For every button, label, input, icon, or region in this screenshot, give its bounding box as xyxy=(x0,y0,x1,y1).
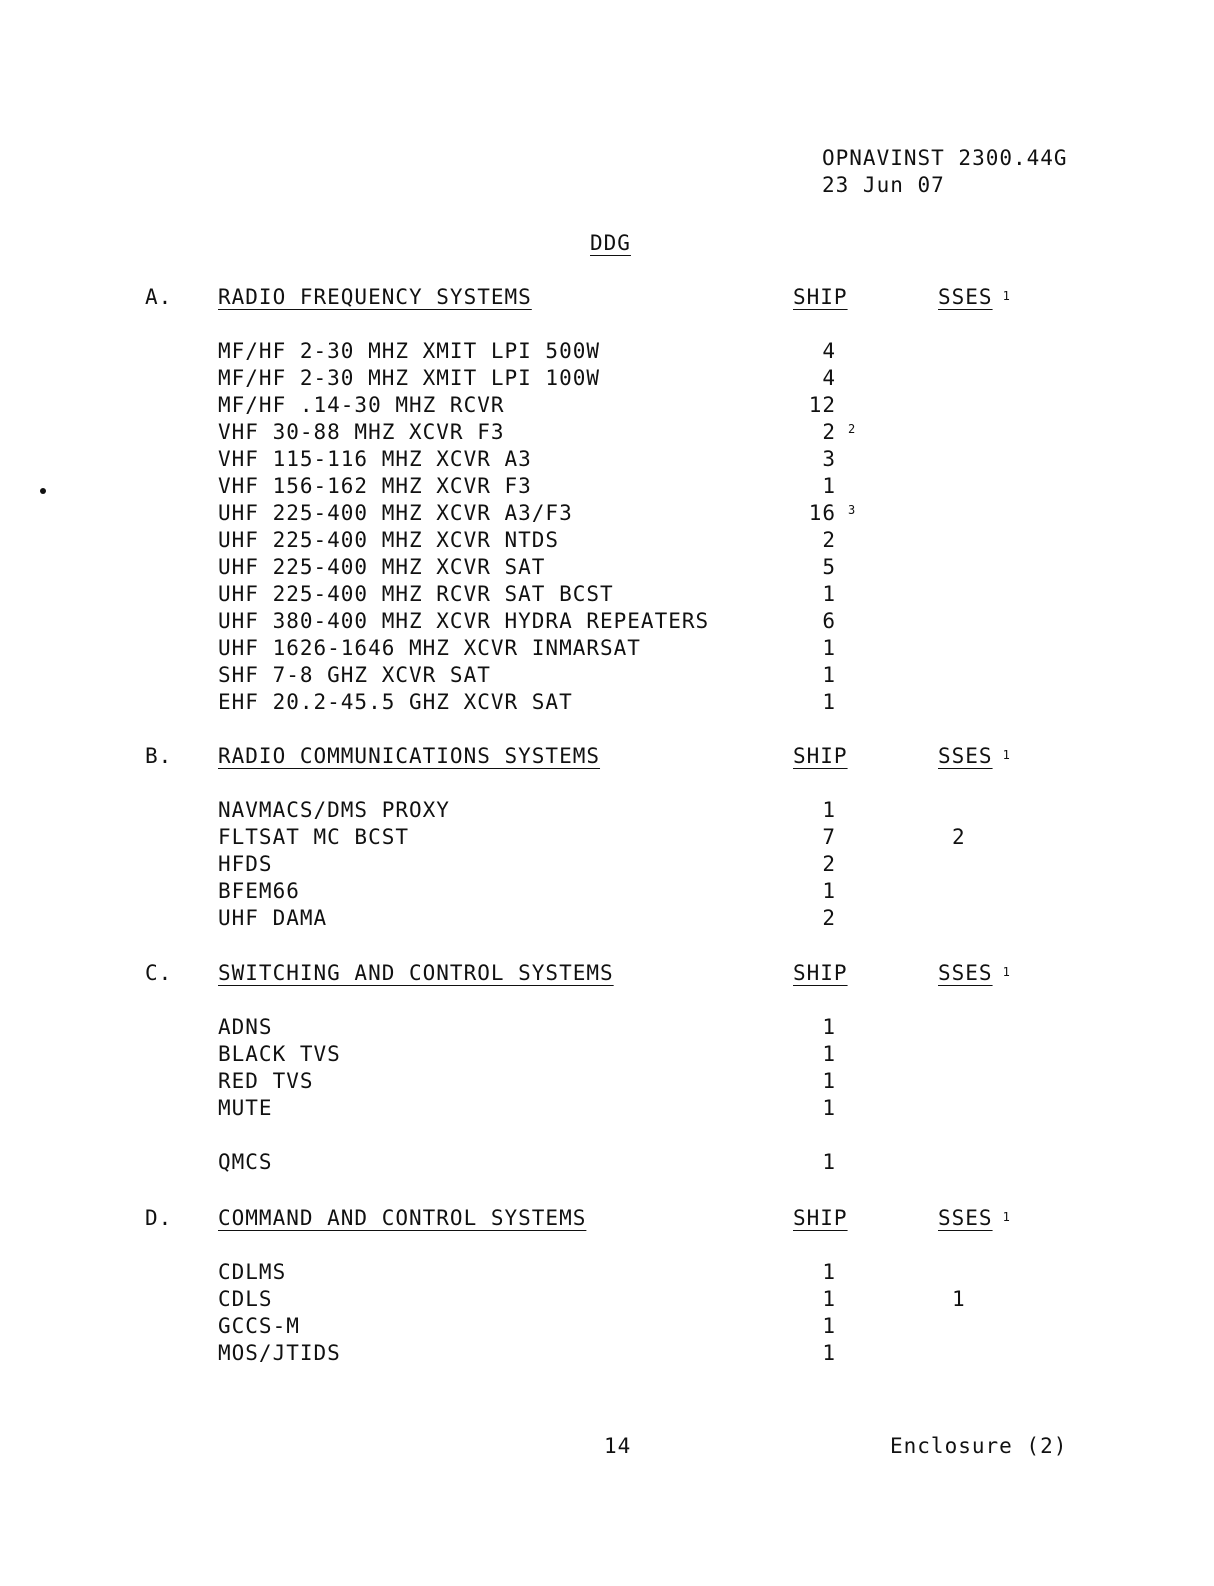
ship-count: 1 xyxy=(822,1150,836,1174)
equipment-row xyxy=(0,1259,1214,1286)
ship-count: 1 xyxy=(822,879,836,903)
sses-footnote-ref: 1 xyxy=(1002,289,1011,303)
equipment-row xyxy=(0,500,1214,527)
equipment-row xyxy=(0,797,1214,824)
equipment-name: UHF DAMA xyxy=(218,906,328,930)
ship-count: 1 xyxy=(822,1069,836,1093)
equipment-name: EHF 20.2-45.5 GHZ XCVR SAT xyxy=(218,690,573,714)
section-title: RADIO FREQUENCY SYSTEMS xyxy=(218,285,532,309)
section-letter: A. xyxy=(145,285,173,309)
footnote-ref: 3 xyxy=(848,503,857,517)
equipment-name: MF/HF 2-30 MHZ XMIT LPI 500W xyxy=(218,339,601,363)
equipment-row xyxy=(0,419,1214,446)
ship-count: 1 xyxy=(822,798,836,822)
equipment-name: ADNS xyxy=(218,1015,273,1039)
sses-header-label: SSES xyxy=(938,744,993,768)
sses-count: 2 xyxy=(952,825,966,849)
ship-count: 4 xyxy=(822,339,836,363)
ship-count: 1 xyxy=(822,663,836,687)
equipment-name: FLTSAT MC BCST xyxy=(218,825,410,849)
sses-count: 1 xyxy=(952,1287,966,1311)
equipment-row xyxy=(0,527,1214,554)
equipment-name: GCCS-M xyxy=(218,1314,300,1338)
ship-column-header: SHIP xyxy=(793,1206,848,1230)
section-title: COMMAND AND CONTROL SYSTEMS xyxy=(218,1206,587,1230)
equipment-row xyxy=(0,554,1214,581)
sses-header-label: SSES xyxy=(938,1206,993,1230)
ship-count: 1 xyxy=(822,1042,836,1066)
equipment-row xyxy=(0,473,1214,500)
equipment-row xyxy=(0,446,1214,473)
sses-header-label: SSES xyxy=(938,961,993,985)
equipment-name: CDLS xyxy=(218,1287,273,1311)
section-letter: B. xyxy=(145,744,173,768)
sses-column-header xyxy=(938,743,1011,773)
ship-count: 1 xyxy=(822,1287,836,1311)
equipment-name: QMCS xyxy=(218,1150,273,1174)
ship-count: 12 xyxy=(808,393,836,417)
equipment-row xyxy=(0,1313,1214,1340)
page-title: DDG xyxy=(590,231,631,255)
equipment-name: MF/HF .14-30 MHZ RCVR xyxy=(218,393,505,417)
equipment-row xyxy=(0,635,1214,662)
ship-column-header: SHIP xyxy=(793,961,848,985)
equipment-row xyxy=(0,1095,1214,1122)
equipment-row xyxy=(0,392,1214,419)
ship-count: 4 xyxy=(822,366,836,390)
equipment-row xyxy=(0,365,1214,392)
section-title: SWITCHING AND CONTROL SYSTEMS xyxy=(218,961,614,985)
ship-count: 1 xyxy=(822,1314,836,1338)
equipment-row xyxy=(0,878,1214,905)
ship-count: 1 xyxy=(822,1015,836,1039)
equipment-row xyxy=(0,608,1214,635)
enclosure-label: Enclosure (2) xyxy=(890,1434,1068,1458)
equipment-row xyxy=(0,905,1214,932)
instruction-number: OPNAVINST 2300.44G xyxy=(822,146,1068,170)
equipment-row xyxy=(0,1014,1214,1041)
ship-count: 2 xyxy=(822,528,836,552)
equipment-name: VHF 156-162 MHZ XCVR F3 xyxy=(218,474,532,498)
equipment-row xyxy=(0,1286,1214,1313)
equipment-row xyxy=(0,1149,1214,1176)
equipment-name: MF/HF 2-30 MHZ XMIT LPI 100W xyxy=(218,366,601,390)
ship-count: 3 xyxy=(822,447,836,471)
ship-count: 7 xyxy=(822,825,836,849)
equipment-row xyxy=(0,851,1214,878)
equipment-row xyxy=(0,1340,1214,1367)
sses-column-header xyxy=(938,1205,1011,1235)
equipment-row xyxy=(0,1041,1214,1068)
section-letter: D. xyxy=(145,1206,173,1230)
equipment-name: UHF 225-400 MHZ XCVR NTDS xyxy=(218,528,560,552)
page-number: 14 xyxy=(604,1434,632,1458)
ship-count: 2 xyxy=(822,906,836,930)
section-title: RADIO COMMUNICATIONS SYSTEMS xyxy=(218,744,601,768)
equipment-row xyxy=(0,338,1214,365)
ship-count: 6 xyxy=(822,609,836,633)
ship-column-header: SHIP xyxy=(793,285,848,309)
equipment-row xyxy=(0,824,1214,851)
footnote-ref: 2 xyxy=(848,422,857,436)
ship-count: 1 xyxy=(822,690,836,714)
equipment-name: CDLMS xyxy=(218,1260,287,1284)
ship-count: 2 xyxy=(822,420,836,444)
sses-header-label: SSES xyxy=(938,285,993,309)
ship-count: 1 xyxy=(822,1341,836,1365)
sses-column-header xyxy=(938,960,1011,990)
equipment-name: SHF 7-8 GHZ XCVR SAT xyxy=(218,663,491,687)
equipment-name: MOS/JTIDS xyxy=(218,1341,341,1365)
sses-column-header xyxy=(938,284,1011,314)
ship-count: 2 xyxy=(822,852,836,876)
equipment-name: UHF 225-400 MHZ RCVR SAT BCST xyxy=(218,582,614,606)
ship-count: 16 xyxy=(808,501,836,525)
equipment-name: RED TVS xyxy=(218,1069,314,1093)
ship-count: 1 xyxy=(822,1260,836,1284)
equipment-name: MUTE xyxy=(218,1096,273,1120)
ship-count: 1 xyxy=(822,474,836,498)
ship-count: 1 xyxy=(822,1096,836,1120)
equipment-name: VHF 30-88 MHZ XCVR F3 xyxy=(218,420,505,444)
equipment-name: UHF 225-400 MHZ XCVR SAT xyxy=(218,555,546,579)
ship-count: 5 xyxy=(822,555,836,579)
sses-footnote-ref: 1 xyxy=(1002,748,1011,762)
sses-footnote-ref: 1 xyxy=(1002,1210,1011,1224)
ship-count: 1 xyxy=(822,582,836,606)
equipment-name: HFDS xyxy=(218,852,273,876)
equipment-name: NAVMACS/DMS PROXY xyxy=(218,798,450,822)
ship-count: 1 xyxy=(822,636,836,660)
section-letter: C. xyxy=(145,961,173,985)
equipment-name: UHF 380-400 MHZ XCVR HYDRA REPEATERS xyxy=(218,609,710,633)
equipment-row xyxy=(0,689,1214,716)
equipment-row xyxy=(0,1068,1214,1095)
equipment-name: BLACK TVS xyxy=(218,1042,341,1066)
sses-footnote-ref: 1 xyxy=(1002,965,1011,979)
equipment-name: UHF 225-400 MHZ XCVR A3/F3 xyxy=(218,501,573,525)
ship-column-header: SHIP xyxy=(793,744,848,768)
equipment-row xyxy=(0,581,1214,608)
equipment-row xyxy=(0,662,1214,689)
equipment-name: BFEM66 xyxy=(218,879,300,903)
equipment-name: UHF 1626-1646 MHZ XCVR INMARSAT xyxy=(218,636,641,660)
equipment-name: VHF 115-116 MHZ XCVR A3 xyxy=(218,447,532,471)
instruction-date: 23 Jun 07 xyxy=(822,173,945,197)
